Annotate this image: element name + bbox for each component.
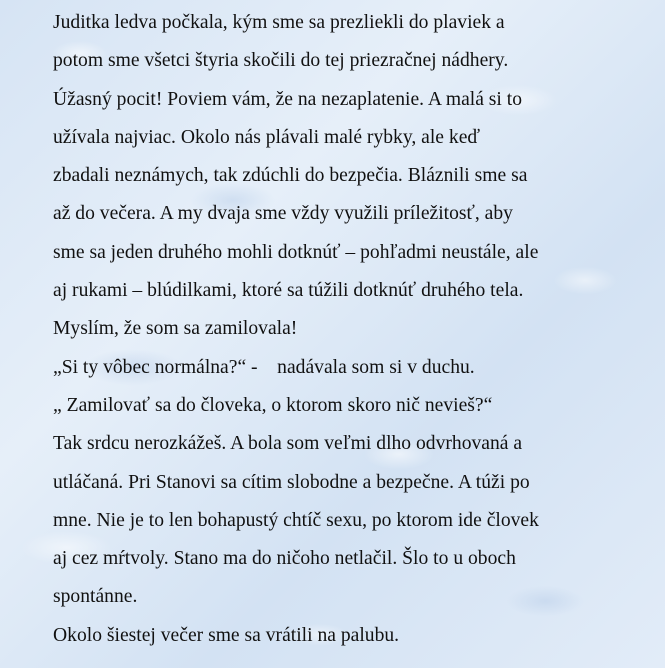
text-line: až do večera. A my dvaja sme vždy využili príležitosť, aby: [53, 203, 513, 225]
text-line: sme sa jeden druhého mohli dotknúť – pohľadmi neustále, ale: [53, 241, 539, 263]
text-line: utláčaná. Pri Stanovi sa cítim slobodne a bezpečne. A túži po: [53, 471, 530, 493]
text-line: Myslím, že som sa zamilovala!: [53, 318, 298, 340]
text-line: „Si ty vôbec normálna?“ - nadávala som si v duchu.: [53, 356, 475, 378]
text-line: mne. Nie je to len bohapustý chtíč sexu, po ktorom ide človek: [53, 509, 539, 531]
text-line: Juditka ledva počkala, kým sme sa prezliekli do plaviek a: [53, 12, 505, 33]
text-line: zbadali neznámych, tak zdúchli do bezpečia. Bláznili sme sa: [53, 165, 528, 187]
text-line: spontánne.: [53, 586, 138, 608]
text-line: Tak srdcu nerozkážeš. A bola som veľmi dlho odvrhovaná a: [53, 433, 523, 455]
text-line: Úžasný pocit! Poviem vám, že na nezaplatenie. A malá si to: [53, 88, 523, 110]
text-line: „ Zamilovať sa do človeka, o ktorom skoro nič nevieš?“: [53, 394, 493, 416]
text-line: aj cez mŕtvoly. Stano ma do ničoho netlačil. Šlo to u oboch: [53, 548, 516, 570]
document-body: [53, 4, 653, 655]
text-line: Okolo šiestej večer sme sa vrátili na palubu.: [53, 624, 400, 646]
text-line: aj rukami – blúdilkami, ktoré sa túžili dotknúť druhého tela.: [53, 280, 524, 302]
text-line: potom sme všetci štyria skočili do tej priezračnej nádhery.: [53, 50, 509, 72]
text-line: užívala najviac. Okolo nás plávali malé rybky, ale keď: [53, 126, 481, 148]
